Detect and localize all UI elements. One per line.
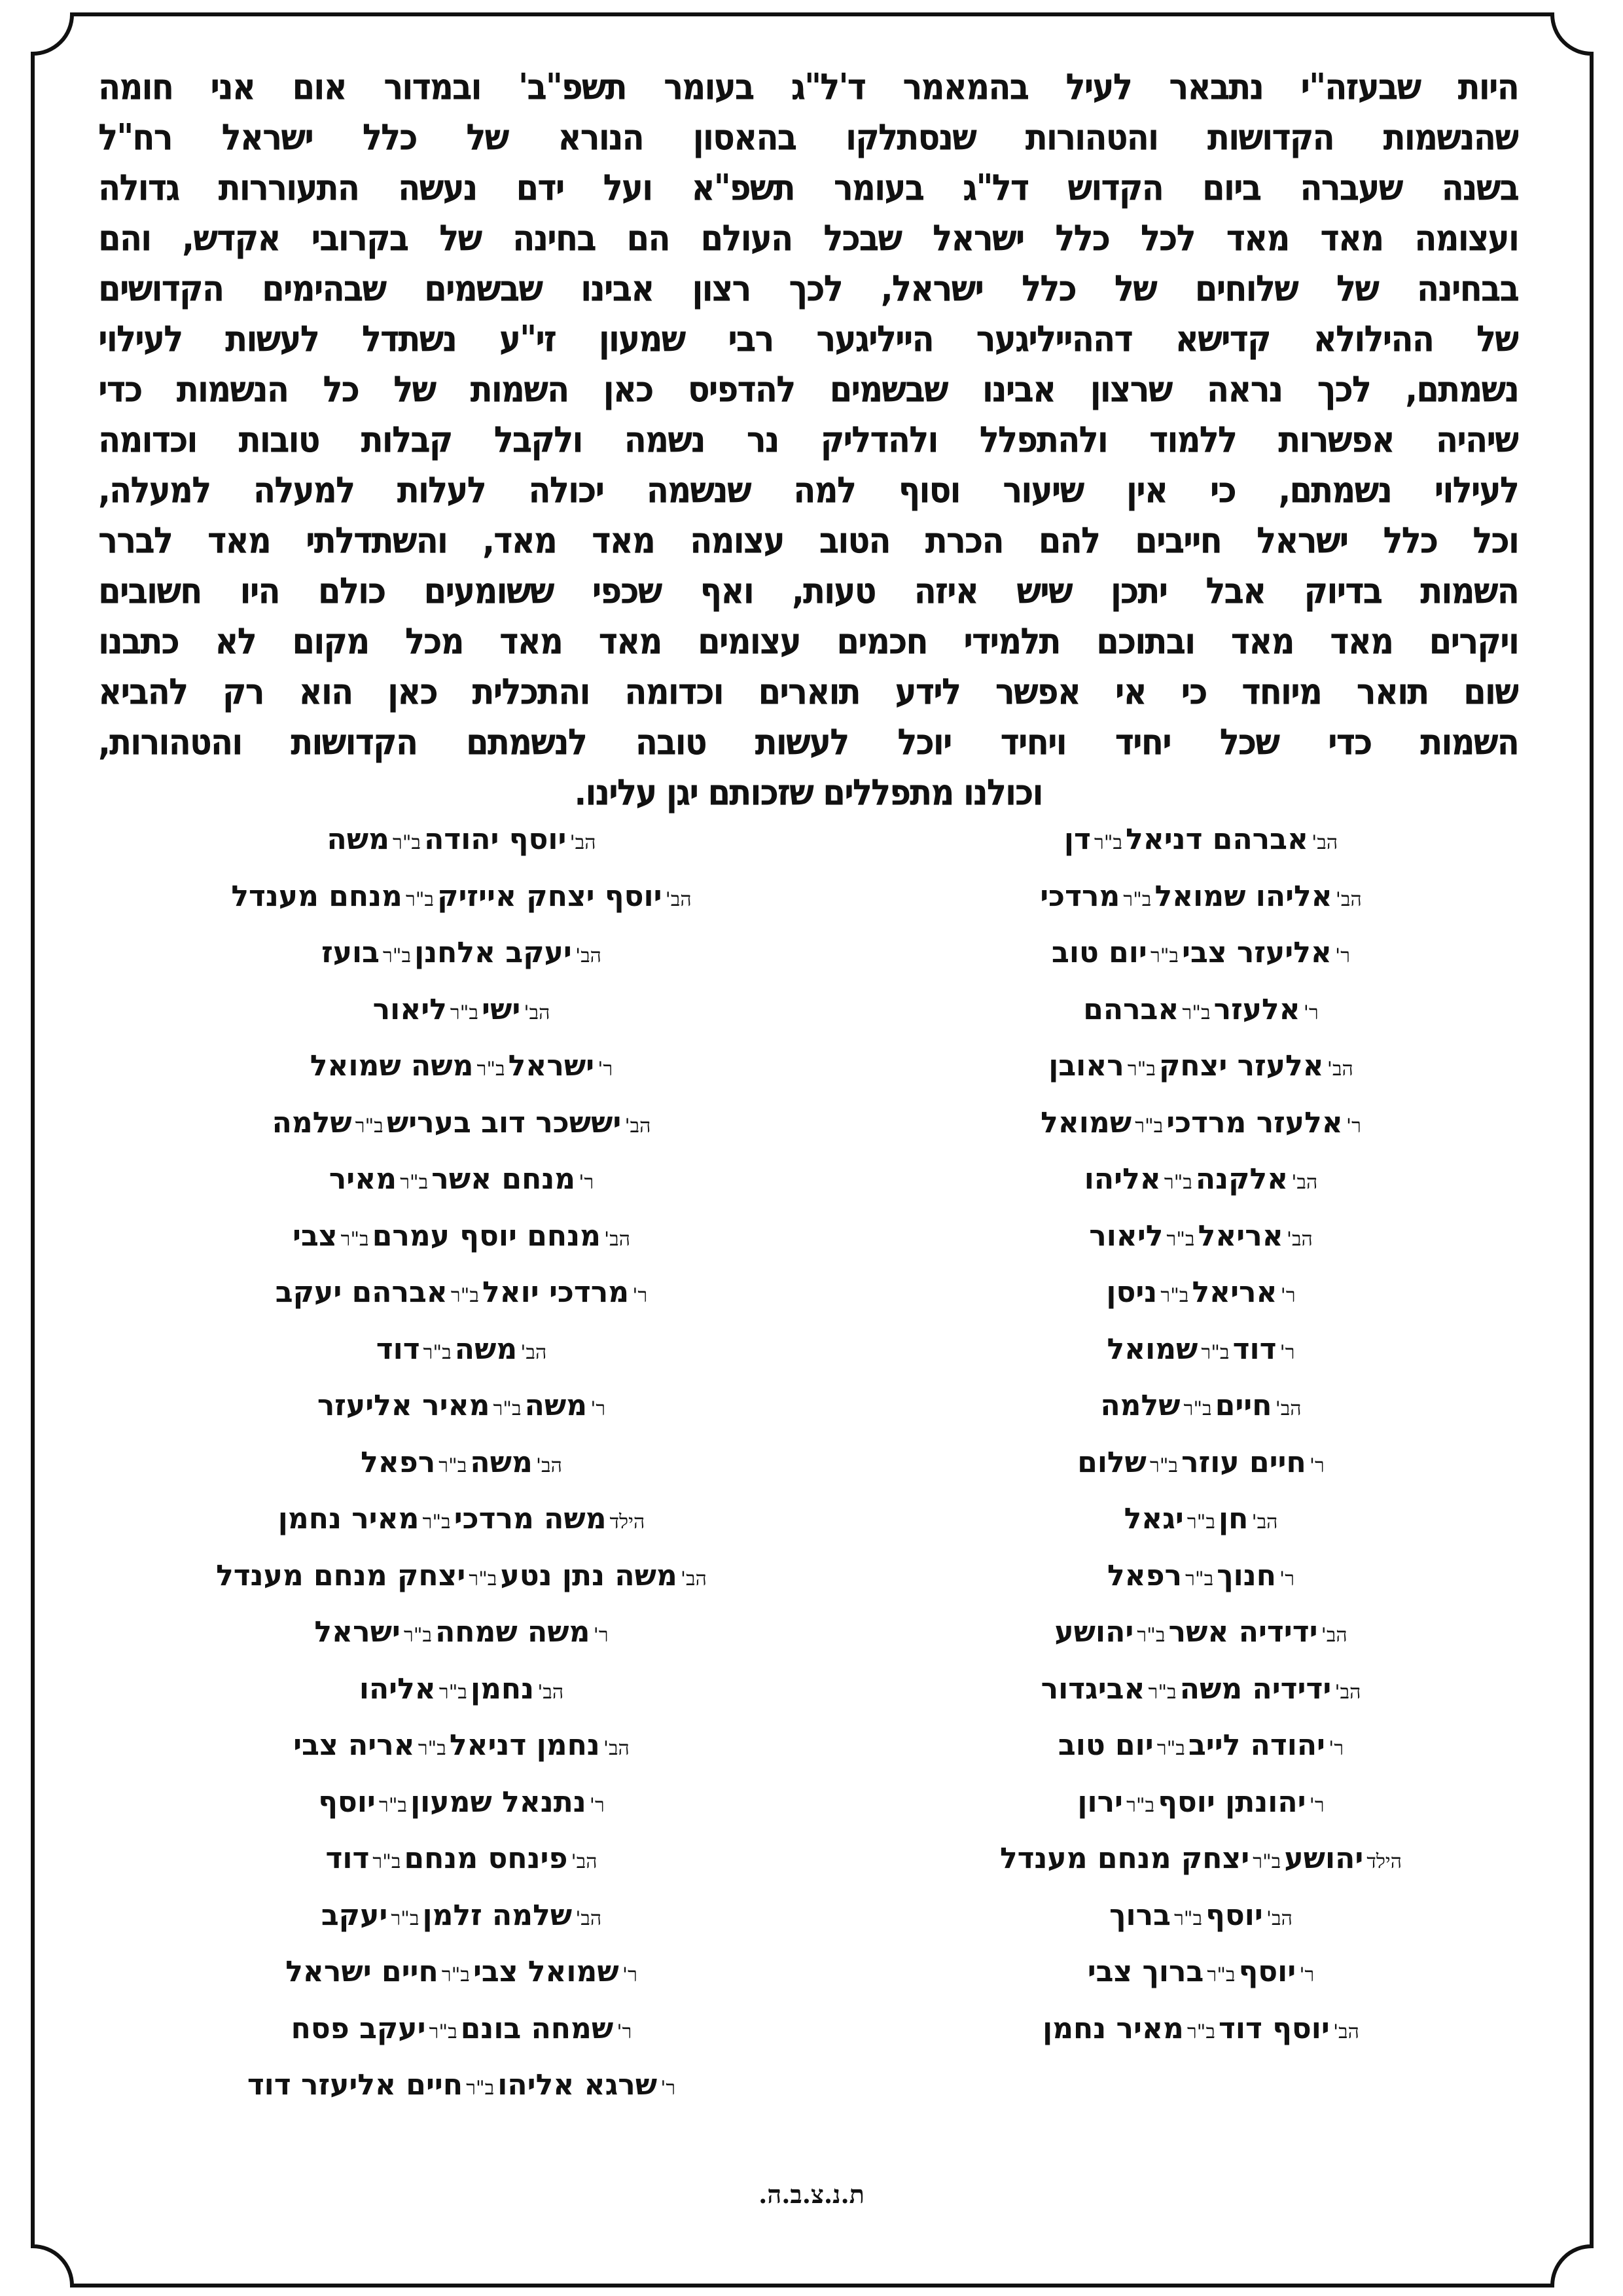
son-of-label: ב"ר	[493, 1397, 522, 1420]
name-prefix: הב'	[1286, 1227, 1313, 1251]
name-prefix: ר'	[1280, 1284, 1296, 1307]
person-name: יהושע	[1284, 1842, 1364, 1875]
name-prefix: ר'	[589, 1793, 605, 1817]
name-prefix: ר'	[660, 2077, 676, 2100]
son-of-label: ב"ר	[423, 1340, 452, 1364]
father-name: יצחק מנחם מענדל	[216, 1558, 466, 1592]
name-prefix: ר'	[593, 1624, 609, 1647]
memorial-name-entry	[825, 1548, 1577, 1605]
father-name: רפאל	[361, 1445, 436, 1479]
person-name: חיים	[1215, 1389, 1272, 1422]
name-prefix: ר'	[590, 1397, 606, 1420]
person-name: מנחם אשר	[431, 1162, 576, 1196]
father-name: דן	[1063, 823, 1091, 856]
memorial-name-entry	[85, 1548, 838, 1605]
name-prefix: הב'	[575, 1907, 602, 1930]
person-name: יוסף דוד	[1219, 2011, 1330, 2045]
name-prefix: ר'	[1329, 1737, 1344, 1760]
son-of-label: ב"ר	[466, 2077, 495, 2100]
names-list-right	[825, 812, 1577, 2057]
father-name: שלמה	[272, 1105, 352, 1139]
father-name: ליאור	[1089, 1219, 1164, 1253]
name-prefix: הב'	[603, 1737, 630, 1760]
son-of-label: ב"ר	[1183, 1397, 1212, 1420]
son-of-label: ב"ר	[1174, 1907, 1203, 1930]
father-name: צבי	[293, 1219, 338, 1253]
name-prefix: הב'	[1332, 2020, 1359, 2043]
person-name: אלקנה	[1195, 1162, 1289, 1196]
memorial-name-entry	[825, 1661, 1577, 1718]
person-name: משה	[524, 1389, 588, 1422]
intro-line: וכולנו מתפללים שזכותם יגן עלינו.	[574, 772, 1043, 814]
memorial-name-entry	[85, 1208, 838, 1265]
person-name: נחמן דניאל	[449, 1729, 600, 1762]
son-of-label: ב"ר	[1137, 1624, 1166, 1647]
person-name: אריאל	[1198, 1219, 1283, 1253]
name-prefix: ר'	[632, 1284, 648, 1307]
person-name: שמואל צבי	[473, 1955, 619, 1988]
son-of-label: ב"ר	[372, 1850, 401, 1873]
son-of-label: ב"ר	[1186, 2020, 1215, 2043]
son-of-label: ב"ר	[476, 1058, 505, 1081]
memorial-name-entry	[825, 1944, 1577, 2001]
son-of-label: ב"ר	[400, 1171, 429, 1194]
memorial-name-entry	[85, 869, 838, 925]
father-name: מרדכי	[1040, 879, 1120, 913]
memorial-name-entry	[825, 925, 1577, 982]
name-prefix: ר'	[616, 2020, 632, 2043]
memorial-name-entry	[825, 812, 1577, 869]
father-name: מנחם מענדל	[231, 879, 402, 913]
son-of-label: ב"ר	[422, 1511, 451, 1534]
person-name: משה מרדכי	[454, 1502, 607, 1535]
son-of-label: ב"ר	[1160, 1284, 1189, 1307]
father-name: דוד	[376, 1332, 420, 1366]
son-of-label: ב"ר	[1135, 1114, 1164, 1138]
intro-line: היות שבעזה"י נתבאר לעיל בהמאמר ד'ל"ג בעומר תשפ"ב' ובמדור אום אני חומה	[98, 66, 1518, 108]
name-prefix: הב'	[1251, 1511, 1278, 1534]
person-name: אריאל	[1192, 1276, 1277, 1309]
intro-line: ועצומה מאד מאד לכל כלל ישראל שבכל העולם הם בחינה של בקרובי אקדש, והם	[98, 217, 1518, 259]
father-name: אליהו	[1084, 1162, 1161, 1196]
name-prefix: הב'	[571, 1850, 597, 1873]
son-of-label: ב"ר	[405, 888, 434, 911]
son-of-label: ב"ר	[469, 1567, 497, 1590]
memorial-name-entry	[85, 1774, 838, 1831]
name-prefix: הב'	[1275, 1397, 1302, 1420]
memorial-name-entry	[825, 1604, 1577, 1661]
father-name: משה	[327, 823, 389, 856]
name-prefix: הב'	[1321, 1624, 1347, 1647]
names-list-left	[85, 812, 838, 2114]
memorial-name-entry	[85, 1095, 838, 1152]
name-prefix: הב'	[1311, 831, 1338, 854]
son-of-label: ב"ר	[1166, 1227, 1195, 1251]
name-prefix: הב'	[524, 1001, 550, 1024]
name-prefix: הב'	[569, 831, 596, 854]
father-name: שלמה	[1100, 1389, 1181, 1422]
memorial-name-entry	[825, 1888, 1577, 1945]
son-of-label: ב"ר	[1253, 1850, 1281, 1873]
person-name: אליעזר צבי	[1182, 936, 1332, 969]
name-prefix: ר'	[597, 1058, 613, 1081]
father-name: יעקב	[321, 1898, 388, 1932]
memorial-name-entry	[85, 1151, 838, 1208]
father-name: יום טוב	[1058, 1729, 1154, 1762]
intro-line: נשמתם, לכך נראה שרצון אבינו שבשמים להדפיס כאן השמות של כל הנשמות כדי	[98, 368, 1518, 410]
intro-line: שיהיה אפשרות ללמוד ולהתפלל ולהדליק נר נשמה ולקבל קבלות טובות וכדומה	[98, 419, 1518, 461]
name-prefix: הב'	[1327, 1058, 1353, 1081]
son-of-label: ב"ר	[1127, 1058, 1156, 1081]
father-name: אביגדור	[1041, 1672, 1145, 1706]
son-of-label: ב"ר	[1150, 1454, 1179, 1477]
intro-line: שהנשמות הקדושות והטהורות שנסתלקו בהאסון הנורא של כלל ישראל רח"ל	[98, 117, 1518, 158]
name-prefix: ר'	[1279, 1567, 1295, 1590]
father-name: יהושע	[1054, 1615, 1134, 1649]
memorial-name-entry	[85, 812, 838, 869]
name-prefix: הב'	[1335, 888, 1362, 911]
memorial-name-entry	[85, 1944, 838, 2001]
son-of-label: ב"ר	[1156, 1737, 1185, 1760]
father-name: יום טוב	[1052, 936, 1147, 969]
father-name: יגאל	[1124, 1502, 1184, 1535]
name-prefix: הב'	[604, 1227, 630, 1251]
memorial-name-entry	[85, 925, 838, 982]
father-name: מאיר נחמן	[277, 1502, 419, 1535]
memorial-name-entry	[85, 1888, 838, 1945]
name-prefix: הב'	[624, 1114, 651, 1138]
memorial-name-entry	[825, 1208, 1577, 1265]
father-name: מאיר	[329, 1162, 397, 1196]
person-name: אליהו שמואל	[1154, 879, 1332, 913]
intro-line: בבחינה של שלוחים של כלל ישראל, לכך רצון אבינו שבשמים שבהימים הקדושים	[98, 268, 1518, 310]
father-name: אריה צבי	[293, 1729, 415, 1762]
son-of-label: ב"ר	[378, 1793, 407, 1817]
father-name: ליאור	[372, 992, 447, 1026]
son-of-label: ב"ר	[1148, 1680, 1177, 1704]
memorial-name-entry	[825, 869, 1577, 925]
father-name: אליהו	[359, 1672, 436, 1706]
person-name: אלעזר מרדכי	[1166, 1105, 1343, 1139]
person-name: יוסף יהודה	[424, 823, 567, 856]
father-name: שמואל	[1107, 1332, 1198, 1366]
son-of-label: ב"ר	[355, 1114, 383, 1138]
person-name: ידידיה משה	[1179, 1672, 1332, 1706]
name-prefix: הב'	[537, 1680, 564, 1704]
son-of-label: ב"ר	[1164, 1171, 1192, 1194]
father-name: שלום	[1077, 1445, 1147, 1479]
person-name: חנוך	[1217, 1558, 1276, 1592]
memorial-name-entry	[825, 1095, 1577, 1152]
memorial-name-entry	[825, 1717, 1577, 1774]
name-prefix: הילד	[609, 1511, 645, 1534]
name-prefix: ר'	[1346, 1114, 1361, 1138]
father-name: רפאל	[1107, 1558, 1183, 1592]
person-name: אלעזר	[1213, 992, 1300, 1026]
person-name: שמחה בונם	[460, 2011, 614, 2045]
name-prefix: ר'	[622, 1964, 637, 1986]
intro-line: של ההילולא קדישא דההייליגער הייליגער רבי שמעון זי"ע נשתדל לעשות לעילוי	[98, 318, 1518, 360]
father-name: יעקב פסח	[291, 2011, 426, 2045]
intro-line: לעילוי נשמתם, כי אין שיעור וסוף למה שנשמה יכולה לעלות למעלה למעלה,	[98, 469, 1518, 511]
son-of-label: ב"ר	[438, 1680, 467, 1704]
person-name: חן	[1219, 1502, 1249, 1535]
memorial-name-entry	[825, 1265, 1577, 1321]
name-prefix: הב'	[680, 1567, 707, 1590]
name-prefix: ר'	[1309, 1793, 1325, 1817]
person-name: יוסף	[1205, 1898, 1263, 1932]
father-name: ירון	[1077, 1785, 1124, 1819]
person-name: חיים עוזר	[1181, 1445, 1306, 1479]
memorial-name-entry	[825, 982, 1577, 1039]
person-name: שלמה זלמן	[422, 1898, 573, 1932]
memorial-name-entry	[85, 1378, 838, 1435]
son-of-label: ב"ר	[438, 1454, 467, 1477]
memorial-name-entry	[85, 982, 838, 1039]
son-of-label: ב"ר	[429, 2020, 457, 2043]
memorial-name-entry	[825, 1378, 1577, 1435]
person-name: משה שמחה	[435, 1615, 590, 1649]
person-name: משה נתן נטע	[500, 1558, 677, 1592]
person-name: נתנאל שמעון	[410, 1785, 586, 1819]
name-prefix: הב'	[1334, 1680, 1361, 1704]
name-prefix: ר'	[1279, 1340, 1295, 1364]
son-of-label: ב"ר	[1207, 1964, 1236, 1986]
person-name: ידידיה אשר	[1168, 1615, 1318, 1649]
memorial-name-entry	[825, 1831, 1577, 1888]
father-name: ישראל	[314, 1615, 401, 1649]
intro-paragraph	[98, 62, 1518, 818]
intro-line: השמות בדיוק אבל יתכן שיש איזה טעות, ואף שכפי ששומעים כולם היו חשובים	[98, 570, 1518, 612]
memorial-name-entry	[825, 1038, 1577, 1095]
memorial-name-entry	[85, 1717, 838, 1774]
father-name: מאיר נחמן	[1043, 2011, 1184, 2045]
father-name: ברוך	[1109, 1898, 1171, 1932]
memorial-name-entry	[825, 1151, 1577, 1208]
memorial-name-entry	[85, 1321, 838, 1378]
person-name: פינחס מנחם	[404, 1842, 568, 1875]
person-name: אלעזר יצחק	[1159, 1049, 1324, 1083]
person-name: ישי	[482, 992, 521, 1026]
father-name: חיים ישראל	[285, 1955, 438, 1988]
person-name: יהודה לייב	[1188, 1729, 1326, 1762]
name-prefix: הילד	[1366, 1850, 1402, 1873]
father-name: חיים אליעזר דוד	[247, 2068, 463, 2102]
son-of-label: ב"ר	[418, 1737, 446, 1760]
name-prefix: ר'	[1335, 944, 1350, 967]
son-of-label: ב"ר	[391, 1907, 419, 1930]
person-name: משה	[470, 1445, 533, 1479]
footer-abbreviation: ת.נ.צ.ב.ה.	[758, 2179, 865, 2209]
memorial-name-entry	[85, 1661, 838, 1718]
memorial-name-entry	[85, 2057, 838, 2114]
person-name: מנחם יוסף עמרם	[372, 1219, 601, 1253]
son-of-label: ב"ר	[1182, 1001, 1211, 1024]
son-of-label: ב"ר	[403, 1624, 432, 1647]
name-prefix: ר'	[1299, 1964, 1315, 1986]
son-of-label: ב"ר	[1123, 888, 1152, 911]
person-name: אברהם דניאל	[1126, 823, 1309, 856]
memorial-name-entry	[825, 1435, 1577, 1492]
person-name: ישראל	[508, 1049, 595, 1083]
intro-line: שום תואר מיוחד כי אי אפשר לידע תוארים וכדומה והתכלית כאן הוא רק להביא	[98, 671, 1518, 713]
person-name: שרגא אליהו	[497, 2068, 658, 2102]
son-of-label: ב"ר	[1150, 944, 1179, 967]
person-name: מרדכי יואל	[482, 1276, 630, 1309]
intro-line: וכל כלל ישראל חייבים להם הכרת הטוב עצומה מאד מאד, והשתדלתי מאד לברר	[98, 520, 1518, 562]
person-name: יהונתן יוסף	[1158, 1785, 1306, 1819]
father-name: בועז	[321, 936, 380, 969]
son-of-label: ב"ר	[1126, 1793, 1155, 1817]
memorial-name-entry	[825, 1491, 1577, 1548]
name-prefix: הב'	[1291, 1171, 1318, 1194]
memorial-name-entry	[85, 1435, 838, 1492]
person-name: יוסף	[1238, 1955, 1296, 1988]
memorial-name-entry	[85, 1265, 838, 1321]
person-name: נחמן	[470, 1672, 535, 1706]
person-name: יוסף יצחק אייזיק	[437, 879, 662, 913]
name-prefix: הב'	[1266, 1907, 1293, 1930]
person-name: דוד	[1232, 1332, 1277, 1366]
father-name: אברהם	[1083, 992, 1179, 1026]
son-of-label: ב"ר	[1185, 1567, 1214, 1590]
son-of-label: ב"ר	[340, 1227, 369, 1251]
son-of-label: ב"ר	[450, 1284, 479, 1307]
memorial-name-entry	[825, 1321, 1577, 1378]
name-prefix: הב'	[520, 1340, 547, 1364]
father-name: דוד	[325, 1842, 370, 1875]
father-name: מאיר אליעזר	[317, 1389, 490, 1422]
person-name: יעקב אלחנן	[414, 936, 572, 969]
name-prefix: הב'	[535, 1454, 562, 1477]
name-prefix: ר'	[579, 1171, 594, 1194]
name-prefix: ר'	[1309, 1454, 1325, 1477]
son-of-label: ב"ר	[383, 944, 412, 967]
father-name: משה שמואל	[310, 1049, 474, 1083]
memorial-name-entry	[85, 2001, 838, 2058]
son-of-label: ב"ר	[450, 1001, 478, 1024]
memorial-name-entry	[85, 1491, 838, 1548]
name-prefix: הב'	[665, 888, 692, 911]
son-of-label: ב"ר	[1186, 1511, 1215, 1534]
father-name: שמואל	[1041, 1105, 1132, 1139]
memorial-name-entry	[85, 1038, 838, 1095]
father-name: יוסף	[318, 1785, 376, 1819]
father-name: אברהם יעקב	[275, 1276, 448, 1309]
memorial-name-entry	[85, 1604, 838, 1661]
name-prefix: הב'	[575, 944, 601, 967]
person-name: משה	[454, 1332, 518, 1366]
father-name: ראובן	[1048, 1049, 1124, 1083]
son-of-label: ב"ר	[441, 1964, 470, 1986]
intro-line: השמות כדי שכל יחיד ויחיד יוכל לעשות טובה לנשמתם הקדושות והטהורות,	[98, 721, 1518, 763]
memorial-name-entry	[825, 2001, 1577, 2058]
father-name: יצחק מנחם מענדל	[1000, 1842, 1250, 1875]
father-name: ניסן	[1106, 1276, 1158, 1309]
son-of-label: ב"ר	[1094, 831, 1122, 854]
intro-line: ויקרים מאד מאד ובתוכם תלמידי חכמים עצומים מאד מאד מכל מקום לא כתבנו	[98, 620, 1518, 662]
father-name: ברוך צבי	[1087, 1955, 1204, 1988]
memorial-name-entry	[85, 1831, 838, 1888]
name-prefix: ר'	[1303, 1001, 1319, 1024]
memorial-name-entry	[825, 1774, 1577, 1831]
person-name: יששכר דוב בעריש	[386, 1105, 622, 1139]
intro-line: בשנה שעברה ביום הקדוש דל"ג בעומר תשפ"א ועל ידם נעשה התעוררות גדולה	[98, 167, 1518, 209]
son-of-label: ב"ר	[393, 831, 421, 854]
son-of-label: ב"ר	[1201, 1340, 1230, 1364]
